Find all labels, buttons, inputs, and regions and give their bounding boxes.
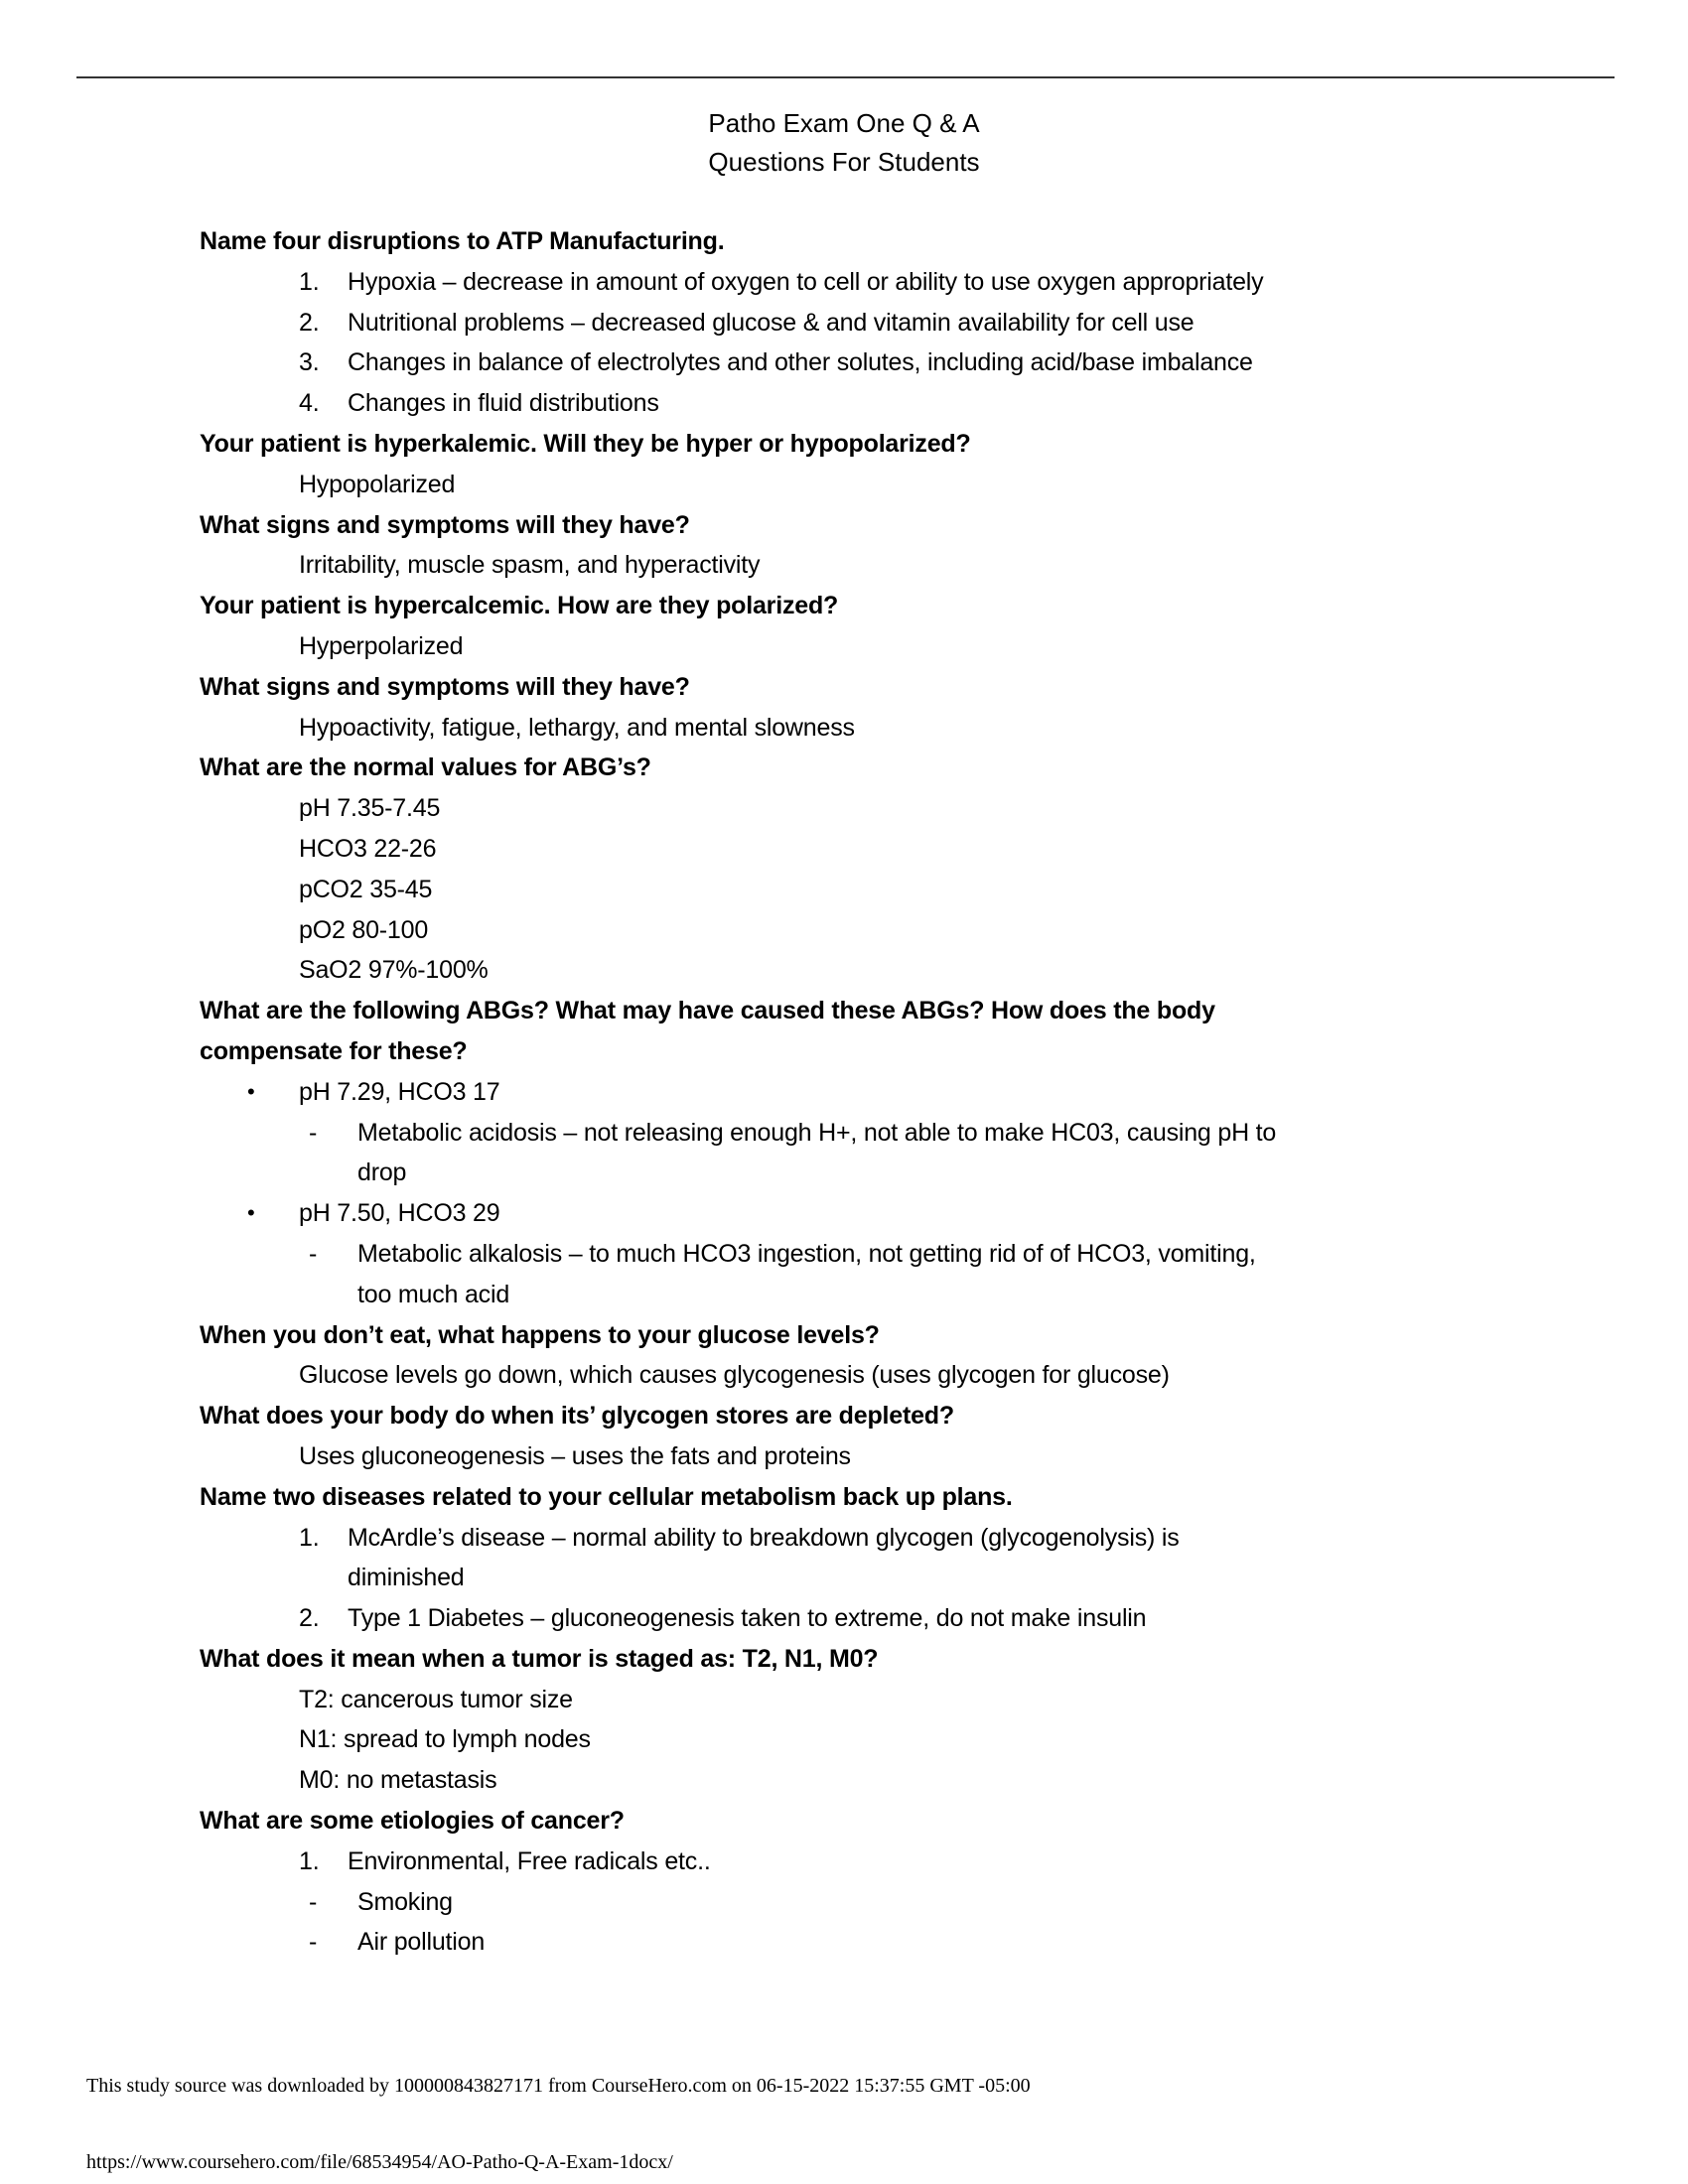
numbered-item-text: Changes in balance of electrolytes and other solutes, including acid/base imbalance	[348, 348, 1253, 377]
question-text: Name four disruptions to ATP Manufacturing.	[200, 227, 725, 255]
dash-item-text: drop	[357, 1159, 407, 1187]
dash-item-text: too much acid	[357, 1280, 510, 1308]
answer-text: Hypoactivity, fatigue, lethargy, and mental slowness	[299, 713, 855, 742]
numbered-item-text: Type 1 Diabetes – gluconeogenesis taken to extreme, do not make insulin	[348, 1604, 1147, 1633]
answer	[200, 870, 1530, 910]
dash-item	[200, 1275, 1530, 1315]
question-text: compensate for these?	[200, 1036, 468, 1065]
answer-text: pO2 80-100	[299, 915, 429, 944]
dash-item	[200, 1922, 1530, 1963]
question	[200, 991, 1530, 1031]
bullet-item	[200, 1193, 1530, 1234]
question-text: Your patient is hypercalcemic. How are they polarized?	[200, 592, 839, 620]
bullet-icon: •	[247, 1078, 255, 1104]
question	[200, 748, 1530, 788]
list-marker: 3.	[299, 348, 320, 377]
bullet-item-text: pH 7.50, HCO3 29	[299, 1199, 500, 1228]
question-text: What signs and symptoms will they have?	[200, 672, 690, 701]
download-note: This study source was downloaded by 100000843827171 from CourseHero.com on 06-15-2022 15:37:55 GMT -05:00	[86, 2075, 1031, 2097]
question-text: What does it mean when a tumor is staged as: T2, N1, M0?	[200, 1644, 879, 1673]
dash-item	[200, 1153, 1530, 1193]
bullet-item-text: pH 7.29, HCO3 17	[299, 1077, 500, 1106]
dash-item-text: Metabolic alkalosis – to much HCO3 ingestion, not getting rid of of HCO3, vomiting,	[357, 1239, 1256, 1268]
bullet-icon: •	[247, 1200, 255, 1226]
question	[200, 1396, 1530, 1436]
question	[200, 1031, 1530, 1072]
question-text: Your patient is hyperkalemic. Will they be hyper or hypopolarized?	[200, 429, 971, 458]
numbered-item-text: McArdle’s disease – normal ability to breakdown glycogen (glycogenolysis) is	[348, 1523, 1180, 1552]
dash-item	[200, 1113, 1530, 1154]
answer	[200, 1760, 1530, 1801]
answer-text: Uses gluconeogenesis – uses the fats and proteins	[299, 1441, 851, 1470]
dash-item	[200, 1882, 1530, 1923]
answer-text: SaO2 97%-100%	[299, 956, 489, 985]
answer-text: T2: cancerous tumor size	[299, 1685, 573, 1713]
answer-text: M0: no metastasis	[299, 1766, 497, 1795]
question	[200, 1639, 1530, 1680]
answer-text: Hyperpolarized	[299, 631, 464, 660]
list-marker: 2.	[299, 1604, 320, 1633]
answer	[200, 1436, 1530, 1477]
numbered-item	[200, 1598, 1530, 1639]
answer	[200, 626, 1530, 667]
list-marker: 4.	[299, 389, 320, 418]
answer-text: pCO2 35-45	[299, 875, 433, 903]
answer-text: pH 7.35-7.45	[299, 794, 441, 823]
question	[200, 1801, 1530, 1842]
document-subtitle: Questions For Students	[708, 147, 980, 177]
list-marker: 1.	[299, 267, 320, 296]
list-marker: -	[309, 1118, 318, 1147]
question	[200, 1315, 1530, 1356]
answer	[200, 910, 1530, 951]
answer-text: Glucose levels go down, which causes glycogenesis (uses glycogen for glucose)	[299, 1361, 1170, 1390]
list-marker: -	[309, 1239, 318, 1268]
numbered-item-text: diminished	[348, 1564, 465, 1592]
answer	[200, 1355, 1530, 1396]
answer	[200, 829, 1530, 870]
question-text: What does your body do when its’ glycogen stores are depleted?	[200, 1402, 954, 1431]
list-marker: 1.	[299, 1523, 320, 1552]
question-text: What are the following ABGs? What may have caused these ABGs? How does the body	[200, 997, 1215, 1025]
numbered-item	[200, 303, 1530, 343]
answer	[200, 1680, 1530, 1720]
question-text: When you don’t eat, what happens to your glucose levels?	[200, 1320, 880, 1349]
list-marker: -	[309, 1887, 318, 1916]
list-marker: 1.	[299, 1846, 320, 1875]
answer-text: HCO3 22-26	[299, 834, 437, 863]
answer	[200, 465, 1530, 505]
question-text: What are some etiologies of cancer?	[200, 1807, 625, 1836]
numbered-item	[200, 262, 1530, 303]
list-marker: -	[309, 1928, 318, 1957]
numbered-item-text: Changes in fluid distributions	[348, 389, 659, 418]
numbered-item-text: Environmental, Free radicals etc..	[348, 1846, 711, 1875]
question	[200, 667, 1530, 708]
dash-item-text: Metabolic acidosis – not releasing enough H+, not able to make HC03, causing pH to	[357, 1118, 1277, 1147]
numbered-item	[200, 1842, 1530, 1882]
list-marker: 2.	[299, 308, 320, 337]
dash-item	[200, 1234, 1530, 1275]
question	[200, 505, 1530, 546]
numbered-item-text: Hypoxia – decrease in amount of oxygen to cell or ability to use oxygen appropriately	[348, 267, 1264, 296]
answer	[200, 950, 1530, 991]
numbered-item	[200, 1558, 1530, 1598]
dash-item-text: Air pollution	[357, 1928, 486, 1957]
source-url[interactable]: https://www.coursehero.com/file/68534954/AO-Patho-Q-A-Exam-1docx/	[86, 2151, 673, 2173]
answer-text: N1: spread to lymph nodes	[299, 1725, 591, 1754]
question-text: Name two diseases related to your cellular metabolism back up plans.	[200, 1482, 1013, 1511]
question-text: What signs and symptoms will they have?	[200, 510, 690, 539]
answer-text: Irritability, muscle spasm, and hyperactivity	[299, 551, 761, 580]
question	[200, 424, 1530, 465]
numbered-item	[200, 1518, 1530, 1559]
numbered-item	[200, 342, 1530, 383]
answer-text: Hypopolarized	[299, 470, 456, 498]
numbered-item-text: Nutritional problems – decreased glucose & and vitamin availability for cell use	[348, 308, 1195, 337]
answer	[200, 788, 1530, 829]
header-rule	[76, 76, 1615, 78]
question	[200, 221, 1530, 262]
question-text: What are the normal values for ABG’s?	[200, 753, 651, 782]
question	[200, 1477, 1530, 1518]
answer	[200, 708, 1530, 749]
answer	[200, 1719, 1530, 1760]
document-body	[200, 221, 1530, 1963]
answer	[200, 545, 1530, 586]
numbered-item	[200, 383, 1530, 424]
bullet-item	[200, 1072, 1530, 1113]
dash-item-text: Smoking	[357, 1887, 453, 1916]
question	[200, 586, 1530, 626]
document-title: Patho Exam One Q & A	[708, 108, 980, 138]
